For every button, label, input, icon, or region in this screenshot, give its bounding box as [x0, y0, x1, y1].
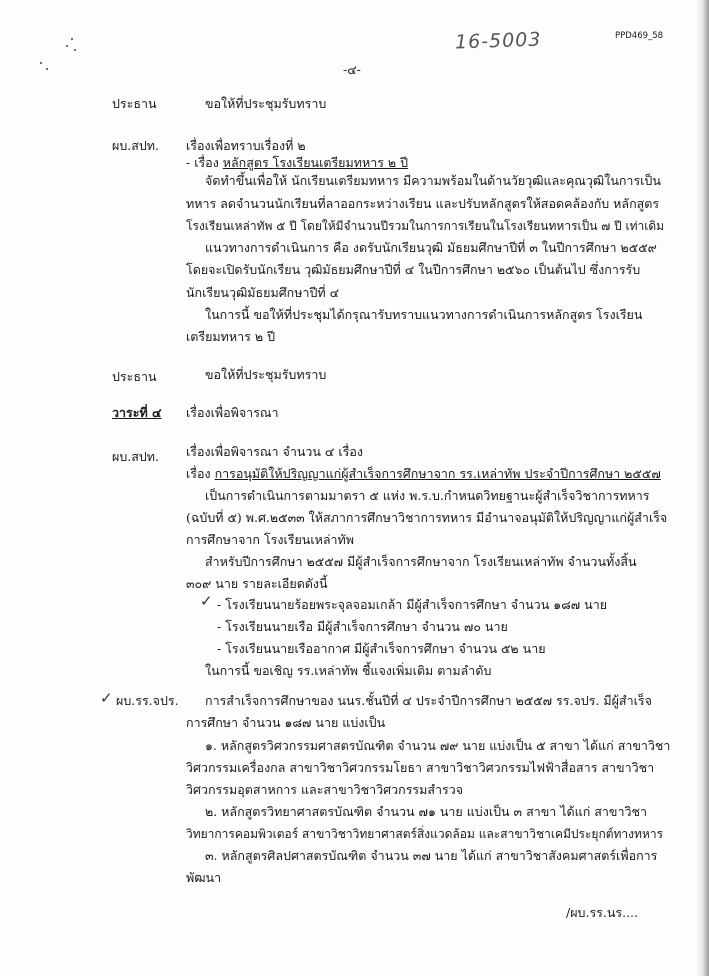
- scan-speck: [40, 62, 42, 64]
- list-item: - โรงเรียนนายเรืออากาศ มีผู้สำเร็จการศึกษา จำนวน ๕๒ นาย: [217, 641, 546, 656]
- body-line: พัฒนา: [186, 870, 222, 885]
- body-line: สำหรับปีการศึกษา ๒๕๕๗ มีผู้สำเร็จการศึกษาจาก โรงเรียนเหล่าทัพ จำนวนทั้งสิ้น: [205, 554, 637, 569]
- body-line: ๓. หลักสูตรศิลปศาสตรบัณฑิต จำนวน ๓๗ นาย ได้แก่ สาขาวิชาสังคมศาสตร์เพื่อการ: [205, 848, 658, 863]
- body-line: การศึกษาจาก โรงเรียนเหล่าทัพ: [186, 532, 355, 547]
- list-item: - โรงเรียนนายร้อยพระจุลจอมเกล้า มีผู้สำเร็จการศึกษา จำนวน ๑๘๗ นาย: [217, 597, 608, 612]
- topic-title: การอนุมัติให้ปริญญาแก่ผู้สำเร็จการศึกษาจาก รร.เหล่าทัพ ประจำปีการศึกษา ๒๕๕๗: [214, 466, 661, 481]
- body-line: เป็นการดำเนินการตามมาตรา ๕ แห่ง พ.ร.บ.กำหนดวิทยฐานะผู้สำเร็จวิชาการทหาร: [205, 488, 650, 503]
- body-line: ขอให้ที่ประชุมรับทราบ: [205, 367, 327, 382]
- topic-prefix: เรื่อง: [186, 466, 215, 481]
- scan-speck: [66, 45, 68, 47]
- scan-speck: [74, 49, 76, 51]
- topic-prefix: - เรื่อง: [186, 155, 223, 170]
- scan-speck: [46, 68, 48, 70]
- checkmark-icon: ✓: [100, 689, 113, 707]
- body-line: การศึกษา จำนวน ๑๘๗ นาย แบ่งเป็น: [186, 715, 386, 730]
- body-line: เตรียมทหาร ๒ ปี: [186, 329, 276, 344]
- body-line: (ฉบับที่ ๕) พ.ศ.๒๕๓๓ ให้สภาการศึกษาวิชาการทหาร มีอำนาจอนุมัติให้ปริญญาแก่ผู้สำเร็จ: [186, 510, 668, 525]
- body-line: วิศวกรรมเครื่องกล สาขาวิชาวิศวกรรมโยธา สาขาวิชาวิศวกรรมไฟฟ้าสื่อสาร สาขาวิชา: [186, 760, 655, 775]
- body-line: ๓๐๙ นาย รายละเอียดดังนี้: [186, 576, 328, 591]
- body-line: แนวทางการดำเนินการ คือ งดรับนักเรียนวุฒิ มัธยมศึกษาปีที่ ๓ ในปีการศึกษา ๒๕๕๙: [205, 240, 657, 255]
- topic-line: [186, 155, 408, 171]
- speaker-label: ประธาน: [112, 96, 157, 111]
- body-line: โรงเรียนเหล่าทัพ ๕ ปี โดยให้มีจำนวนปีรวมในการการเรียนในโรงเรียนทหารเป็น ๗ ปี เท่าเดิม: [186, 219, 665, 233]
- body-line: ในการนี้ ขอเชิญ รร.เหล่าทัพ ชี้แจงเพิ่มเติม ตามลำดับ: [205, 663, 492, 678]
- speaker-label: ผบ.สปท.: [112, 449, 160, 464]
- speaker-label: ผบ.สปท.: [112, 138, 160, 153]
- body-line: จัดทำขึ้นเพื่อให้ นักเรียนเตรียมทหาร มีความพร้อมในด้านวัยวุฒิและคุณวุฒิในการเป็น: [205, 173, 661, 188]
- body-line: การสำเร็จการศึกษาของ นนร.ชั้นปีที่ ๔ ประจำปีการศึกษา ๒๕๕๗ รร.จปร. มีผู้สำเร็จ: [205, 693, 652, 708]
- body-line: ๒. หลักสูตรวิทยาศาสตรบัณฑิต จำนวน ๗๑ นาย แบ่งเป็น ๓ สาขา ได้แก่ สาขาวิชา: [205, 804, 647, 819]
- speaker-label: ประธาน: [112, 369, 157, 384]
- speaker-label: ผบ.รร.จปร.: [116, 693, 179, 708]
- body-line: ทหาร ลดจำนวนนักเรียนที่ลาออกระหว่างเรียน และปรับหลักสูตรให้สอดคล้องกับ หลักสูตร: [186, 196, 660, 211]
- topic-line: [186, 466, 661, 482]
- body-line: ๑. หลักสูตรวิศวกรรมศาสตรบัณฑิต จำนวน ๗๙ นาย แบ่งเป็น ๕ สาขา ได้แก่ สาขาวิชา: [205, 738, 671, 753]
- handwritten-reference: 16-5003: [454, 28, 542, 54]
- body-line: โดยจะเปิดรับนักเรียน วุฒิมัธยมศึกษาปีที่ ๔ ในปีการศึกษา ๒๕๖๐ เป็นต้นไป ซึ่งการรับ: [186, 262, 641, 277]
- list-item: - โรงเรียนนายเรือ มีผู้สำเร็จการศึกษา จำนวน ๗๐ นาย: [217, 619, 508, 634]
- scan-edge-shadow: [695, 0, 709, 976]
- body-line: เรื่องเพื่อทราบเรื่องที่ ๒: [186, 138, 306, 153]
- body-line: ขอให้ที่ประชุมรับทราบ: [205, 96, 327, 111]
- checkmark-icon: ✓: [200, 592, 213, 610]
- body-line: วิทยาการคอมพิวเตอร์ สาขาวิชาวิทยาศาสตร์สิ่งแวดล้อม และสาขาวิชาเคมีประยุกต์ทางทหาร: [186, 827, 664, 841]
- topic-title: หลักสูตร โรงเรียนเตรียมทหาร ๒ ปี: [222, 155, 409, 170]
- page-number: -๔-: [343, 62, 361, 77]
- scan-speck: [71, 38, 73, 40]
- agenda-title: เรื่องเพื่อพิจารณา: [186, 405, 279, 420]
- body-line: นักเรียนวุฒิมัธยมศึกษาปีที่ ๔: [186, 285, 340, 300]
- body-line: ในการนี้ ขอให้ที่ประชุมได้กรุณารับทราบแนวทางการดำเนินการหลักสูตร โรงเรียน: [205, 307, 643, 322]
- agenda-label: วาระที่ ๔: [112, 405, 162, 420]
- body-line: วิศวกรรมอุตสาหการ และสาขาวิชาวิศวกรรมสำรวจ: [186, 782, 464, 797]
- body-line: เรื่องเพื่อพิจารณา จำนวน ๔ เรื่อง: [186, 444, 363, 459]
- document-code: PPD469_58: [615, 31, 664, 41]
- continuation-note: /ผบ.รร.นร....: [566, 905, 638, 920]
